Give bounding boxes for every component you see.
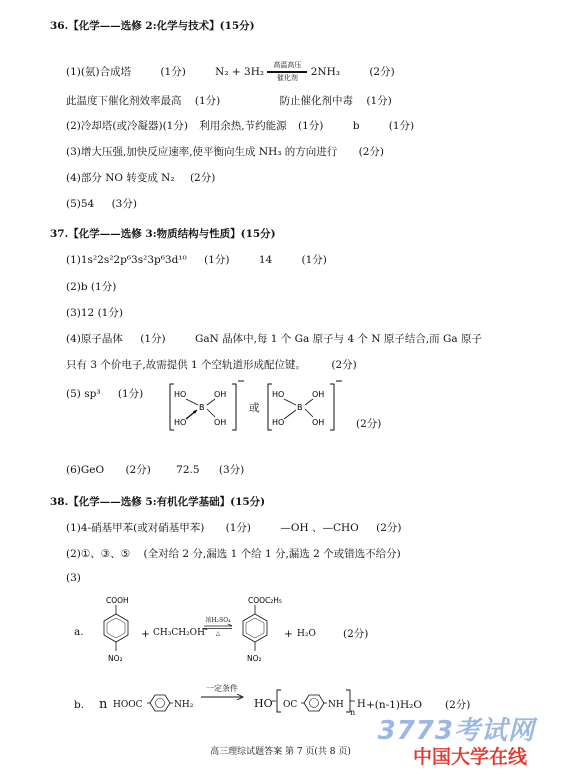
q38-b-label: b. [74, 699, 85, 711]
b-score: (2分) [445, 699, 471, 711]
q36-cond-bottom: 催化剂 [276, 74, 298, 82]
b-nh: NH [328, 700, 344, 710]
q38-line1 [66, 520, 401, 535]
q36-l5-b: (2分) [189, 172, 216, 184]
b1-boron: B [199, 403, 205, 412]
q36-l3-e: (1分) [388, 120, 415, 132]
q36-line6 [66, 196, 137, 211]
q37-l7-d: (3分) [218, 464, 245, 476]
a-no2-reactant: NO₂ [108, 654, 123, 663]
q37-l1-a: (1)1s²2s²2p⁶3s²3p⁶3d¹⁰ [66, 254, 187, 266]
b1-oh-bottom: OH [214, 418, 227, 427]
q38-l1-b: (1分) [225, 522, 252, 534]
q36-heading: 36.【化学——选修 2:化学与技术】(15分) [50, 20, 255, 32]
q38-line3: (3) [66, 572, 81, 584]
q36-l4-b: (2分) [358, 146, 384, 158]
q37-line3: (3)12 (1分) [66, 307, 123, 319]
b-water: +(n-1)H₂O [366, 699, 422, 711]
q36-l4-a: (3)增大压强,加快反应速率,使平衡向生成 NH₃ 的方向进行 [66, 146, 338, 158]
q37-line1 [66, 252, 327, 267]
q37-heading: 37.【化学——选修 3:物质结构与性质】(15分) [50, 228, 276, 240]
q36-line3 [66, 118, 414, 133]
b2-oh-top: OH [312, 390, 325, 399]
q36-l6-b: (3分) [111, 198, 137, 210]
q37-l7-b: (2分) [125, 464, 151, 476]
q38-line2 [66, 546, 401, 561]
q37-l5-a: 只有 3 个价电子,故需提供 1 个空轨道形成配位键。 [66, 359, 307, 371]
b-n: n [99, 697, 108, 712]
q37-l6-c: (2分) [356, 418, 382, 430]
a-cond-bottom: △ [215, 630, 221, 637]
borate-structure-2 [266, 380, 346, 434]
q36-eq-right: 2NH₃ [310, 66, 340, 78]
b2-boron: B [297, 403, 303, 412]
a-ester-group: COOC₂H₅ [248, 596, 282, 605]
watermark-3773: 3773考试网 [377, 716, 535, 746]
q36-l5-a: (4)部分 NO 转变成 N₂ [66, 172, 175, 184]
q38-l2-a: (2)①、③、⑤ [66, 548, 131, 560]
q37-l1-c: 14 [258, 254, 273, 266]
a-score: (2分) [343, 628, 369, 640]
right-arrow-icon [200, 694, 244, 700]
q36-eq-arrow [267, 61, 307, 83]
q37-line4 [66, 331, 482, 346]
b-h: H [357, 699, 366, 710]
b2-ho-bottom: HO [272, 418, 285, 427]
b-subscript-n: n [350, 708, 356, 717]
q36-l3-b: 利用余热,节约能源 [199, 120, 287, 132]
q36-l6-a: (5)54 [66, 198, 95, 210]
b2-ho-top: HO [272, 390, 285, 399]
borate-structure-1 [168, 380, 248, 434]
q36-l2-c: 防止催化剂中毒 [279, 95, 354, 107]
q37-l7-a: (6)GeO [66, 464, 105, 476]
q38-heading: 38.【化学——选修 5:有机化学基础】(15分) [50, 496, 266, 508]
q36-eq-left: N₂ + 3H₂ [215, 66, 265, 78]
a-cond-top: 浓H₂SO₄ [205, 617, 231, 624]
a-plus1: + [141, 628, 150, 640]
q37-l6-a: (5) sp³ [66, 388, 101, 400]
b-nh2: NH₂ [174, 700, 194, 710]
q36-l2-d: (1分) [366, 95, 392, 107]
q37-l4-b: (1分) [140, 333, 166, 345]
a-arrow [203, 617, 233, 637]
b-arrow [200, 684, 244, 700]
q36-l3-d: b [352, 120, 360, 132]
page-footer: 高三理综试题答案 第 7 页(共 8 页) [210, 747, 351, 757]
q36-line2 [66, 93, 392, 108]
b-cond: 一定条件 [206, 684, 238, 693]
q37-or: 或 [249, 402, 260, 414]
q37-l1-b: (1分) [204, 254, 230, 266]
b1-ho-bottom: HO [174, 418, 187, 427]
q38-l1-d: (2分) [376, 522, 402, 534]
q36-l2-b: (1分) [194, 95, 221, 107]
a-plus2: + [284, 628, 293, 640]
q36-l1-b: (1分) [160, 66, 186, 78]
b-ho: HO [254, 697, 273, 710]
b-hooc: HOOC [113, 700, 143, 710]
q36-l1-a: (1)(氨)合成塔 [66, 66, 132, 78]
q37-l1-d: (1分) [301, 254, 327, 266]
a-no2-product: NO₂ [247, 654, 262, 663]
benzene-ring-icon [147, 693, 173, 713]
b2-oh-bottom: OH [312, 418, 325, 427]
q38-l1-c: —OH 、—CHO [280, 522, 359, 534]
b1-oh-top: OH [214, 390, 227, 399]
q37-l5-b: (2分) [331, 359, 357, 371]
q36-l1-c: (2分) [369, 66, 395, 78]
q36-l3-c: (1分) [297, 120, 324, 132]
q36-l3-a: (2)冷却塔(或冷凝器)(1分) [66, 120, 188, 132]
q38-a-label: a. [74, 626, 84, 638]
b-oc: OC [283, 700, 298, 710]
q36-line1 [66, 61, 395, 83]
a-water: H₂O [297, 629, 316, 639]
q38-l2-b: (全对给 2 分,漏选 1 个给 1 分,漏选 2 个或错选不给分) [143, 548, 401, 560]
q36-line5 [66, 170, 215, 185]
q37-l4-a: (4)原子晶体 [66, 333, 123, 345]
benzene-ring-product-icon [301, 693, 327, 713]
q37-line2: (2)b (1分) [66, 281, 117, 293]
q37-line7 [66, 462, 244, 477]
q37-line5 [66, 357, 357, 372]
q37-l4-c: GaN 晶体中,每 1 个 Ga 原子与 4 个 N 原子结合,而 Ga 原子 [194, 333, 483, 345]
q37-line6-a [66, 386, 143, 401]
q36-l2-a: 此温度下催化剂效率最高 [66, 95, 182, 107]
p-nitrobenzoic-acid [94, 594, 138, 670]
watermark-cuol: 中国大学在线 [412, 746, 527, 768]
q38-l1-a: (1)4-硝基甲苯(或对硝基甲苯) [66, 522, 205, 534]
q36-cond-top: 高温高压 [273, 61, 302, 69]
q36-line4 [66, 144, 384, 159]
b1-ho-top: HO [174, 390, 187, 399]
a-cooh: COOH [106, 596, 129, 605]
q37-l6-b: (1分) [117, 388, 144, 400]
q37-l7-c: 72.5 [176, 464, 200, 476]
a-ethanol: CH₃CH₂OH [153, 628, 205, 638]
